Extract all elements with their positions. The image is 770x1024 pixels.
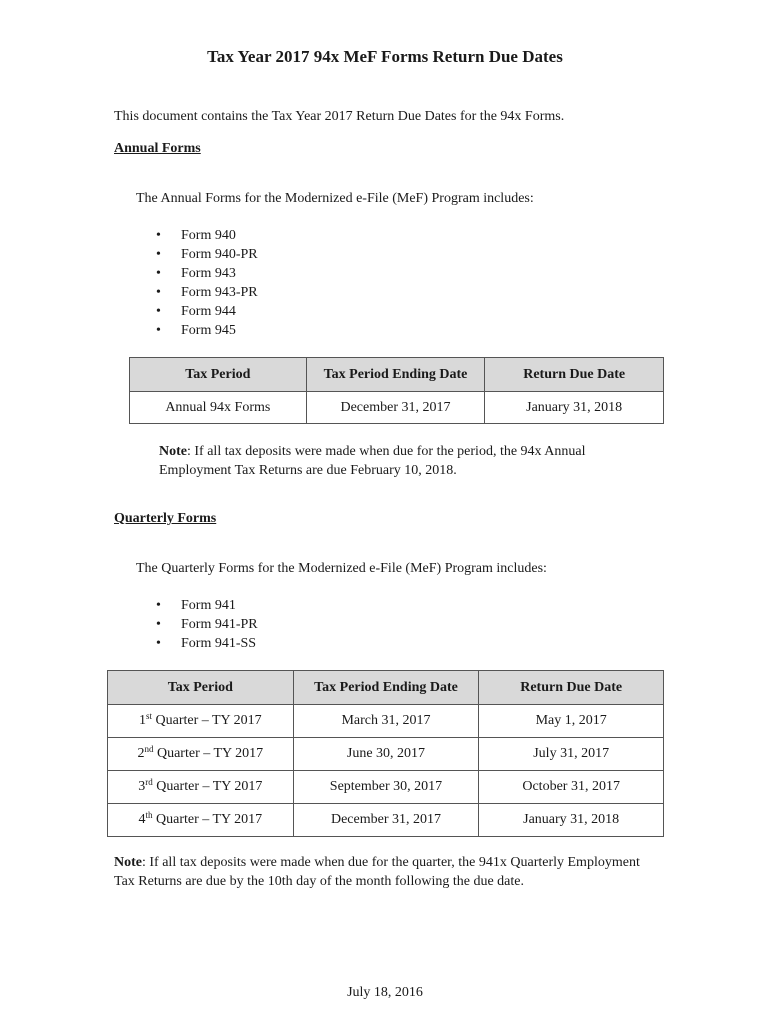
tax-period-cell: 4th Quarter – TY 2017 (108, 804, 294, 837)
list-item: • Form 943 (156, 264, 258, 283)
column-header-ending-date: Tax Period Ending Date (293, 671, 479, 705)
list-item: • Form 940 (156, 226, 258, 245)
footer-date: July 18, 2016 (347, 985, 423, 1000)
list-item: • Form 940-PR (156, 245, 258, 264)
ending-date-cell: June 30, 2017 (293, 738, 479, 771)
ending-date-cell: December 31, 2017 (306, 392, 485, 424)
quarterly-note (114, 853, 654, 891)
quarterly-due-dates-table (107, 670, 664, 837)
due-date-cell: May 1, 2017 (479, 705, 664, 738)
due-date-cell: January 31, 2018 (485, 392, 664, 424)
note-text: : If all tax deposits were made when due for the quarter, the 941x Quarterly Employment Tax Returns are due by the 10th day of the month following the due date. (114, 855, 640, 889)
table-row (108, 804, 664, 837)
annual-due-dates-table (129, 357, 664, 424)
note-label: Note (114, 855, 142, 870)
annual-forms-lead: The Annual Forms for the Modernized e-File (MeF) Program includes: (136, 191, 534, 206)
quarterly-forms-lead: The Quarterly Forms for the Modernized e-File (MeF) Program includes: (136, 561, 547, 576)
annual-forms-heading: Annual Forms (114, 141, 201, 156)
column-header-due-date: Return Due Date (479, 671, 664, 705)
note-text: : If all tax deposits were made when due for the period, the 94x Annual Employment Tax Returns are due February 10, 2018. (159, 444, 586, 478)
note-label: Note (159, 444, 187, 459)
list-item: • Form 941-SS (156, 634, 258, 653)
list-item: • Form 941-PR (156, 615, 258, 634)
list-item: • Form 941 (156, 596, 258, 615)
ending-date-cell: September 30, 2017 (293, 771, 479, 804)
table-header-row (130, 358, 664, 392)
tax-period-cell: 1st Quarter – TY 2017 (108, 705, 294, 738)
column-header-ending-date: Tax Period Ending Date (306, 358, 485, 392)
annual-forms-list (156, 226, 258, 340)
list-item: • Form 944 (156, 302, 258, 321)
quarterly-forms-list (156, 596, 258, 653)
column-header-tax-period: Tax Period (108, 671, 294, 705)
tax-period-cell: 3rd Quarter – TY 2017 (108, 771, 294, 804)
quarterly-forms-heading: Quarterly Forms (114, 511, 217, 526)
table-row (108, 771, 664, 804)
table-header-row (108, 671, 664, 705)
due-date-cell: July 31, 2017 (479, 738, 664, 771)
due-date-cell: January 31, 2018 (479, 804, 664, 837)
ending-date-cell: March 31, 2017 (293, 705, 479, 738)
table-row (108, 705, 664, 738)
ending-date-cell: December 31, 2017 (293, 804, 479, 837)
column-header-tax-period: Tax Period (130, 358, 307, 392)
list-item: • Form 945 (156, 321, 258, 340)
annual-note (159, 442, 639, 480)
column-header-due-date: Return Due Date (485, 358, 664, 392)
tax-period-cell: 2nd Quarter – TY 2017 (108, 738, 294, 771)
due-date-cell: October 31, 2017 (479, 771, 664, 804)
intro-text: This document contains the Tax Year 2017 Return Due Dates for the 94x Forms. (114, 109, 565, 124)
tax-period-cell: Annual 94x Forms (130, 392, 307, 424)
list-item: • Form 943-PR (156, 283, 258, 302)
document-title: Tax Year 2017 94x MeF Forms Return Due Dates (207, 47, 563, 66)
table-row (108, 738, 664, 771)
table-row (130, 392, 664, 424)
